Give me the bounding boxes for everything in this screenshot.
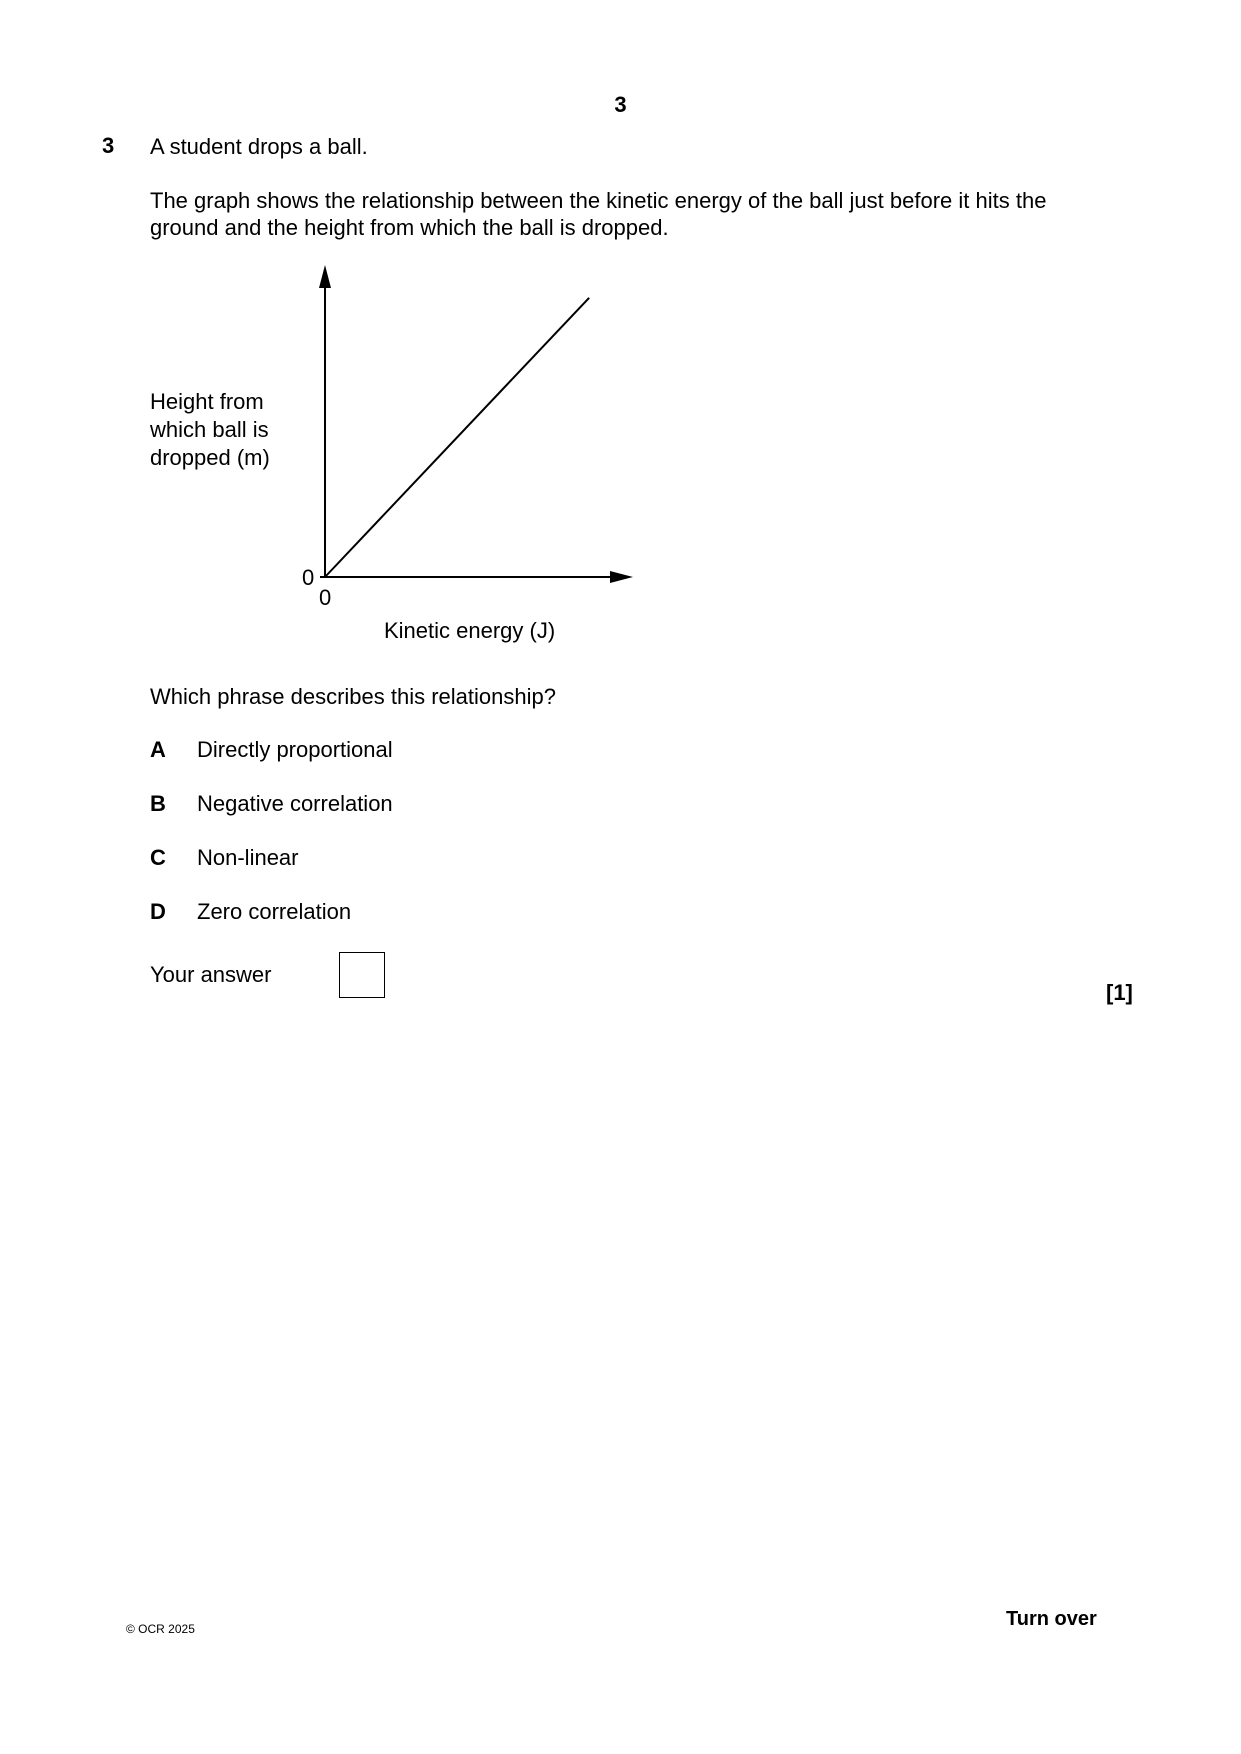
question-intro: A student drops a ball.: [150, 134, 368, 159]
option-text-b: Negative correlation: [197, 791, 393, 816]
y-axis-arrow: [319, 265, 331, 288]
x-origin-label: 0: [319, 585, 332, 610]
copyright-notice: © OCR 2025: [126, 1622, 195, 1636]
turn-over-label: Turn over: [1006, 1608, 1097, 1630]
option-letter-c: C: [150, 845, 166, 870]
graph-axes: [302, 265, 633, 610]
question-body-line-2: ground and the height from which the ball is dropped.: [150, 215, 669, 240]
y-axis-label-line: Height from: [150, 389, 264, 414]
y-axis-label-line: which ball is: [150, 417, 269, 442]
series-line-0: [325, 298, 589, 577]
option-letter-a: A: [150, 737, 166, 762]
series-layer: [325, 298, 589, 577]
y-axis-label-line: dropped (m): [150, 445, 270, 470]
question-body-line-1: The graph shows the relationship between the kinetic energy of the ball just before it hits the: [150, 188, 1047, 213]
your-answer-label: Your answer: [150, 962, 272, 987]
option-text-a: Directly proportional: [197, 737, 393, 762]
option-letter-b: B: [150, 791, 166, 816]
option-text-d: Zero correlation: [197, 899, 352, 924]
option-letter-d: D: [150, 899, 166, 924]
question-prompt: Which phrase describes this relationship?: [150, 684, 556, 709]
option-text-c: Non-linear: [197, 845, 299, 870]
page-number: 3: [614, 92, 627, 117]
x-axis-label: Kinetic energy (J): [384, 618, 556, 643]
kinetic-energy-height-graph: [150, 255, 650, 615]
marks-indicator: [1]: [1106, 980, 1133, 1005]
x-axis-arrow: [610, 571, 633, 583]
y-origin-label: 0: [302, 565, 315, 590]
question-number: 3: [102, 133, 115, 158]
answer-box[interactable]: [339, 952, 385, 998]
